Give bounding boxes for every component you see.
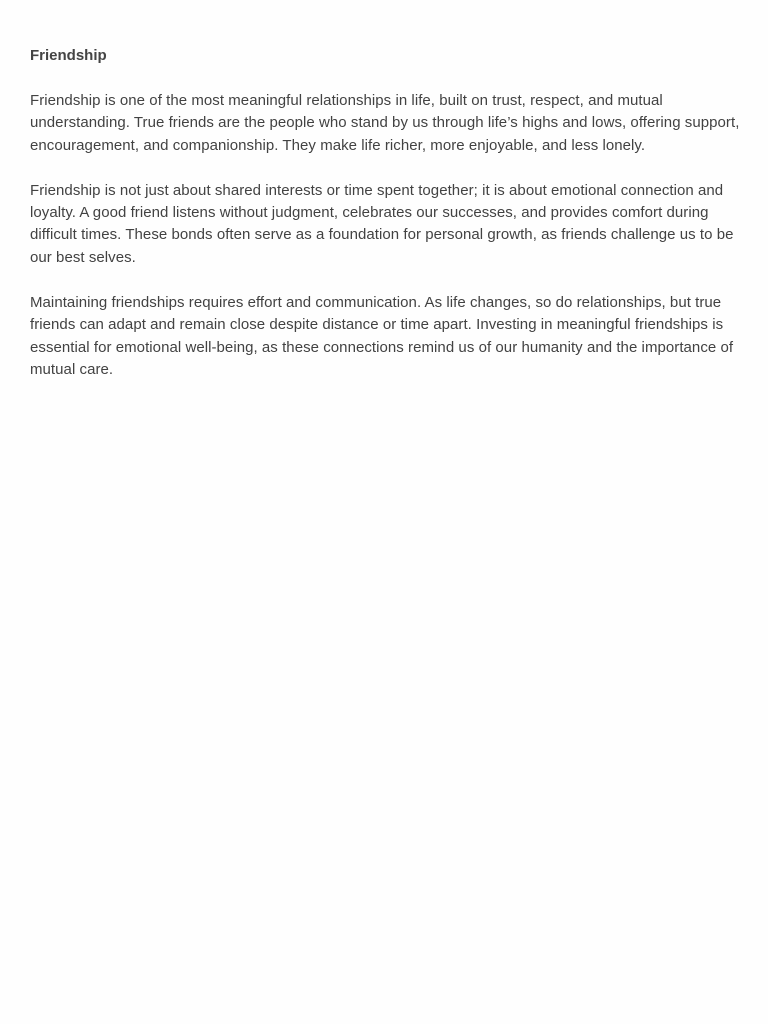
paragraph-3: Maintaining friendships requires effort and communication. As life changes, so do relationships, but true friends can adapt and remain close despite distance or time apart. Investing in meaningful friendships is essential for emotional well-being, as these connections remind us of our humanity and the importance of mutual care.: [30, 294, 734, 378]
document-body: [30, 45, 744, 404]
paragraph-1: Friendship is one of the most meaningful relationships in life, built on trust, respect, and mutual understanding. True friends are the people who stand by us through life’s highs and lows, offering support, encouragement, and companionship. They make life richer, more enjoyable, and less lonely.: [30, 92, 740, 154]
paragraph-2: Friendship is not just about shared interests or time spent together; it is about emotional connection and loyalty. A good friend listens without judgment, celebrates our successes, and provides comfort during difficult times. These bonds often serve as a foundation for personal growth, as friends challenge us to be our best selves.: [30, 181, 734, 266]
document-title: Friendship: [30, 47, 107, 64]
